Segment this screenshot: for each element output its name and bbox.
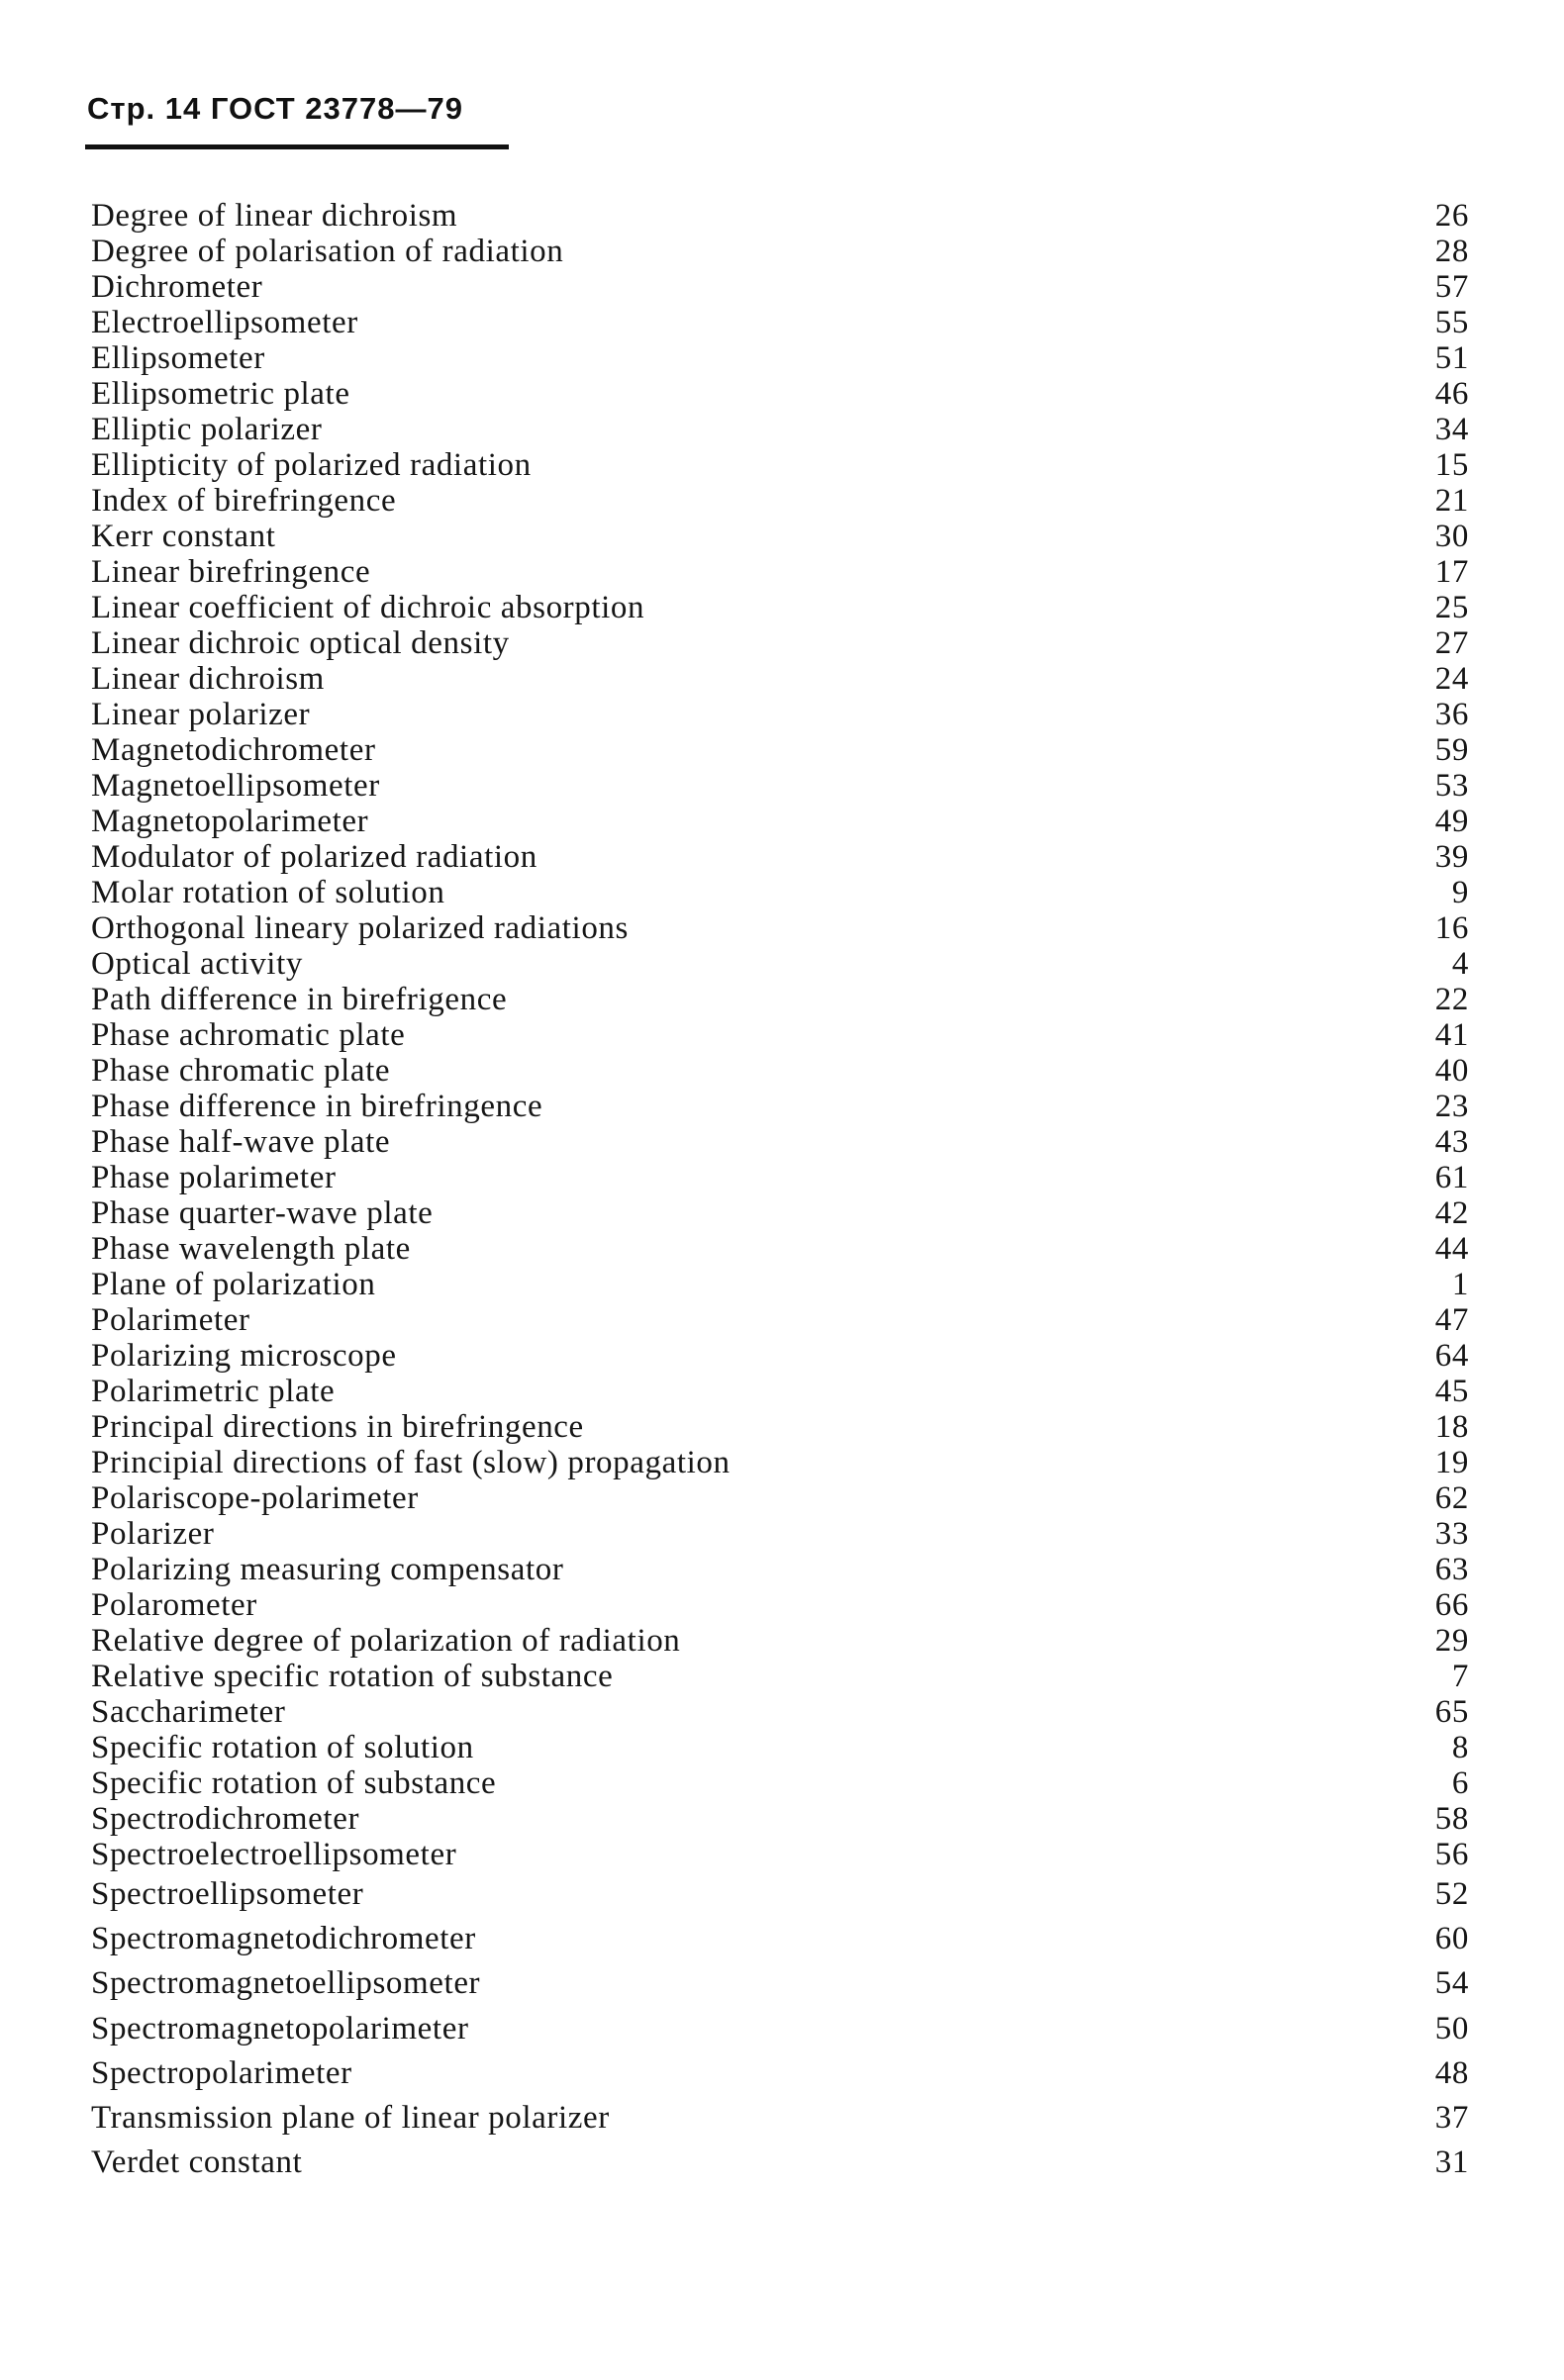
index-page-number: 62 (1434, 1480, 1469, 1516)
index-page-number: 46 (1434, 376, 1469, 412)
index-entry (91, 1552, 1469, 1587)
index-page-number: 30 (1434, 519, 1469, 554)
index-term: Saccharimeter (91, 1694, 286, 1730)
index-term: Modulator of polarized radiation (91, 839, 538, 875)
index-term: Spectromagnetopolarimeter (91, 2010, 469, 2047)
index-entry (91, 1267, 1469, 1302)
index-term: Kerr constant (91, 519, 276, 554)
index-term: Ellipsometric plate (91, 376, 350, 412)
index-page-number: 47 (1434, 1302, 1469, 1338)
index-entry (91, 305, 1469, 340)
index-page-number: 52 (1434, 1876, 1469, 1912)
index-page-number: 24 (1434, 661, 1469, 697)
index-entry (91, 1801, 1469, 1837)
index-entry (91, 946, 1469, 982)
index-page-number: 31 (1434, 2144, 1469, 2181)
index-page-number: 34 (1434, 412, 1469, 447)
index-page-number: 39 (1434, 839, 1469, 875)
index-entry (91, 483, 1469, 519)
index-entry (91, 1017, 1469, 1053)
index-term: Electroellipsometer (91, 305, 358, 340)
index-term: Linear dichroism (91, 661, 325, 697)
index-entry (91, 839, 1469, 875)
index-entry (91, 1659, 1469, 1694)
index-term: Polariscope-polarimeter (91, 1480, 419, 1516)
index-term: Dichrometer (91, 269, 263, 305)
index-term: Polarometer (91, 1587, 257, 1623)
index-term: Phase achromatic plate (91, 1017, 406, 1053)
index-entry (91, 412, 1469, 447)
index-page-number: 40 (1434, 1053, 1469, 1089)
index-page-number: 53 (1434, 768, 1469, 804)
index-page-number: 25 (1434, 590, 1469, 625)
index-entry (91, 661, 1469, 697)
index-term: Ellipsometer (91, 340, 265, 376)
index-term: Polarizer (91, 1516, 215, 1552)
index-entry (91, 1765, 1469, 1801)
index-page-number: 9 (1451, 875, 1469, 910)
index-page-number: 50 (1434, 2010, 1469, 2047)
index-term: Spectroellipsometer (91, 1876, 364, 1912)
index-term: Magnetoellipsometer (91, 768, 380, 804)
index-term: Phase difference in birefringence (91, 1089, 543, 1124)
index-page-number: 49 (1434, 804, 1469, 839)
index-page-number: 36 (1434, 697, 1469, 732)
index-entry (91, 1302, 1469, 1338)
index-term: Phase polarimeter (91, 1160, 337, 1195)
index-term: Orthogonal lineary polarized radiations (91, 910, 629, 946)
index-entry (91, 982, 1469, 1017)
index-entry (91, 875, 1469, 910)
index-term: Path difference in birefrigence (91, 982, 508, 1017)
index-entry (91, 1124, 1469, 1160)
index-entry (91, 1195, 1469, 1231)
index-page-number: 60 (1434, 1921, 1469, 1957)
index-page-number: 21 (1434, 483, 1469, 519)
index-entry (91, 2141, 1469, 2185)
index-entry (91, 447, 1469, 483)
index-page-number: 22 (1434, 982, 1469, 1017)
index-term: Linear coefficient of dichroic absorption (91, 590, 645, 625)
index-page-number: 7 (1451, 1659, 1469, 1694)
index-term: Magnetopolarimeter (91, 804, 369, 839)
index-term: Specific rotation of solution (91, 1730, 474, 1765)
term-index-list (91, 198, 1469, 2185)
index-entry (91, 804, 1469, 839)
index-entry (91, 1480, 1469, 1516)
index-term: Spectromagnetoellipsometer (91, 1965, 481, 2002)
index-term: Relative specific rotation of substance (91, 1659, 614, 1694)
index-entry (91, 2096, 1469, 2141)
index-term: Ellipticity of polarized radiation (91, 447, 532, 483)
index-page-number: 44 (1434, 1231, 1469, 1267)
index-term: Elliptic polarizer (91, 412, 323, 447)
index-page-number: 54 (1434, 1965, 1469, 2002)
header-rule (85, 144, 509, 149)
index-entry (91, 1516, 1469, 1552)
index-term: Spectropolarimeter (91, 2054, 352, 2091)
index-entry (91, 1587, 1469, 1623)
index-term: Index of birefringence (91, 483, 397, 519)
index-page-number: 29 (1434, 1623, 1469, 1659)
index-page-number: 61 (1434, 1160, 1469, 1195)
index-term: Polarimetric plate (91, 1374, 336, 1409)
index-entry (91, 1730, 1469, 1765)
index-page-number: 27 (1434, 625, 1469, 661)
index-term: Polarimeter (91, 1302, 250, 1338)
index-term: Spectrodichrometer (91, 1801, 360, 1837)
index-entry (91, 340, 1469, 376)
index-page-number: 17 (1434, 554, 1469, 590)
index-term: Linear polarizer (91, 697, 311, 732)
index-page-number: 43 (1434, 1124, 1469, 1160)
index-page-number: 4 (1451, 946, 1469, 982)
index-page-number: 23 (1434, 1089, 1469, 1124)
index-entry (91, 1338, 1469, 1374)
index-term: Polarizing microscope (91, 1338, 397, 1374)
index-entry (91, 1872, 1469, 1917)
index-entry (91, 519, 1469, 554)
index-page-number: 58 (1434, 1801, 1469, 1837)
index-term: Spectromagnetodichrometer (91, 1921, 476, 1957)
index-entry (91, 625, 1469, 661)
index-page-number: 28 (1434, 234, 1469, 269)
index-term: Polarizing measuring compensator (91, 1552, 564, 1587)
index-entry (91, 1089, 1469, 1124)
index-term: Optical activity (91, 946, 303, 982)
index-entry (91, 554, 1469, 590)
index-entry (91, 697, 1469, 732)
index-page-number: 64 (1434, 1338, 1469, 1374)
index-entry (91, 590, 1469, 625)
index-entry (91, 1160, 1469, 1195)
index-page-number: 59 (1434, 732, 1469, 768)
index-page-number: 55 (1434, 305, 1469, 340)
index-page-number: 1 (1451, 1267, 1469, 1302)
index-term: Principal directions in birefringence (91, 1409, 584, 1445)
index-term: Transmission plane of linear polarizer (91, 2099, 610, 2136)
index-term: Linear dichroic optical density (91, 625, 510, 661)
index-entry (91, 732, 1469, 768)
index-entry (91, 1231, 1469, 1267)
index-term: Magnetodichrometer (91, 732, 376, 768)
index-page-number: 41 (1434, 1017, 1469, 1053)
index-entry (91, 1694, 1469, 1730)
index-term: Plane of polarization (91, 1267, 376, 1302)
index-entry (91, 1623, 1469, 1659)
index-page-number: 19 (1434, 1445, 1469, 1480)
index-page-number: 48 (1434, 2054, 1469, 2091)
index-term: Phase chromatic plate (91, 1053, 391, 1089)
index-term: Phase quarter-wave plate (91, 1195, 434, 1231)
index-entry (91, 1917, 1469, 1961)
index-page-number: 65 (1434, 1694, 1469, 1730)
index-page-number: 66 (1434, 1587, 1469, 1623)
index-term: Relative degree of polarization of radiation (91, 1623, 681, 1659)
index-page-number: 63 (1434, 1552, 1469, 1587)
index-page-number: 37 (1434, 2099, 1469, 2136)
index-term: Phase half-wave plate (91, 1124, 391, 1160)
index-term: Molar rotation of solution (91, 875, 445, 910)
index-page-number: 18 (1434, 1409, 1469, 1445)
index-page-number: 56 (1434, 1837, 1469, 1872)
index-entry (91, 1445, 1469, 1480)
index-entry (91, 376, 1469, 412)
page-header: Стр. 14 ГОСТ 23778—79 (87, 91, 463, 126)
index-entry (91, 1961, 1469, 2006)
index-entry (91, 198, 1469, 234)
index-term: Degree of polarisation of radiation (91, 234, 564, 269)
index-term: Phase wavelength plate (91, 1231, 411, 1267)
index-page-number: 33 (1434, 1516, 1469, 1552)
index-page-number: 16 (1434, 910, 1469, 946)
index-page-number: 45 (1434, 1374, 1469, 1409)
index-term: Principial directions of fast (slow) propagation (91, 1445, 731, 1480)
index-page-number: 51 (1434, 340, 1469, 376)
index-entry (91, 768, 1469, 804)
index-entry (91, 910, 1469, 946)
index-page-number: 42 (1434, 1195, 1469, 1231)
index-entry (91, 269, 1469, 305)
index-page-number: 15 (1434, 447, 1469, 483)
index-page-number: 6 (1451, 1765, 1469, 1801)
index-term: Verdet constant (91, 2144, 303, 2181)
index-entry (91, 1409, 1469, 1445)
index-term: Linear birefringence (91, 554, 371, 590)
index-entry (91, 1837, 1469, 1872)
index-entry (91, 2007, 1469, 2051)
index-page-number: 8 (1451, 1730, 1469, 1765)
index-page-number: 57 (1434, 269, 1469, 305)
index-page-number: 26 (1434, 198, 1469, 234)
index-term: Degree of linear dichroism (91, 198, 458, 234)
index-entry (91, 1374, 1469, 1409)
index-term: Specific rotation of substance (91, 1765, 497, 1801)
index-entry (91, 234, 1469, 269)
index-entry (91, 2051, 1469, 2096)
index-entry (91, 1053, 1469, 1089)
index-term: Spectroelectroellipsometer (91, 1837, 457, 1872)
